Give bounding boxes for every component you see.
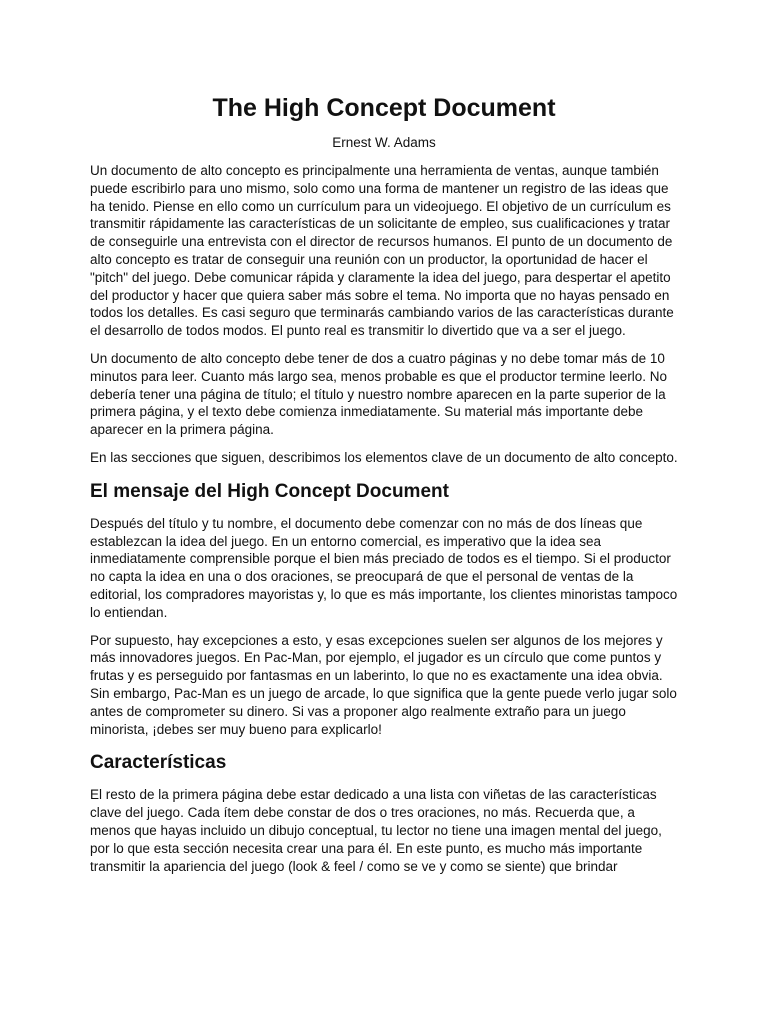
section-1-paragraph-2: Por supuesto, hay excepciones a esto, y esas excepciones suelen ser algunos de los mejores y más innovadores juegos. En Pac-Man, por ejemplo, el jugador es un círculo que come puntos y frutas y es perseguido por fantasmas en un laberinto, lo que no es exactamente una idea obvia. Sin embargo, Pac-Man es un juego de arcade, lo que significa que la gente puede verlo jugar solo antes de comprometer su dinero. Si vas a proponer algo realmente extraño para un juego minorista, ¡debes ser muy bueno para explicarlo!	[90, 632, 677, 737]
section-2-paragraph-1: El resto de la primera página debe estar dedicado a una lista con viñetas de las características clave del juego. Cada ítem debe constar de dos o tres oraciones, no más. Recuerda que, a menos que hayas incluido un dibujo conceptual, tu lector no tiene una imagen mental del juego, por lo que esta sección necesita crear una para él. En este punto, es mucho más importante transmitir la apariencia del juego (look & feel / como se ve y como se siente) que brindar	[90, 787, 662, 874]
section-1-paragraph-1: Después del título y tu nombre, el documento debe comenzar con no más de dos líneas que establezcan la idea del juego. En un entorno comercial, es imperativo que la idea sea inmediatamente comprensible porque el bien más preciado de todos es el tiempo. Si el productor no capta la idea en una o dos oraciones, se preocupará de que el personal de ventas de la editorial, los compradores mayoristas y, lo que es más importante, los clientes minoristas tampoco lo entiendan.	[90, 515, 678, 620]
section-heading-message: El mensaje del High Concept Document	[90, 480, 449, 502]
intro-paragraph-1: Un documento de alto concepto es principalmente una herramienta de ventas, aunque también puede escribirlo para uno mismo, solo como una forma de mantener un registro de las ideas que ha tenido. Piense en ello como un currículum para un videojuego. El objetivo de un currículum es transmitir rápidamente las características de un solicitante de empleo, sus cualificaciones y tratar de conseguirle una entrevista con el director de recursos humanos. El punto de un documento de alto concepto es tratar de conseguir una reunión con un productor, la oportunidad de hacer el "pitch" del juego. Debe comunicar rápida y claramente la idea del juego, para despertar el apetito del productor y hacer que quiera saber más sobre el tema. No importa que no hayas pensado en todos los detalles. Es casi seguro que terminarás cambiando varios de las características durante el desarrollo de todos modos. El punto real es transmitir lo divertido que va a ser el juego.	[90, 163, 674, 339]
intro-paragraph-3: En las secciones que siguen, describimos los elementos clave de un documento de alto concepto.	[90, 449, 678, 465]
document-title: The High Concept Document	[212, 94, 556, 122]
section-heading-features: Características	[90, 752, 227, 774]
document-author: Ernest W. Adams	[332, 135, 436, 150]
intro-paragraph-2: Un documento de alto concepto debe tener de dos a cuatro páginas y no debe tomar más de 10 minutos para leer. Cuanto más largo sea, menos probable es que el productor termine leerlo. No debería tener una página de título; el título y nuestro nombre aparecen en la parte superior de la primera página, y el texto debe comienza inmediatamente. Su material más importante debe aparecer en la primera página.	[90, 350, 668, 438]
